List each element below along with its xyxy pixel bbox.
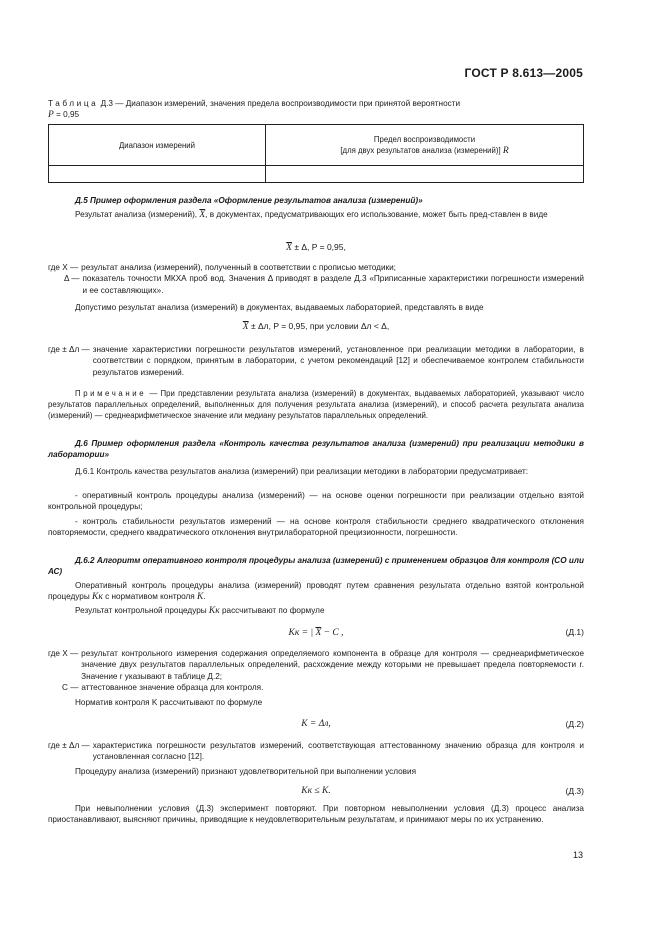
section-d6-p3: - контроль стабильности результатов измерений — на основе контроля стабильности среднего квадратического отклонения повторяемости, среднего квадратического отклонения внутрилабораторной прецизионности, погрешности. [48, 517, 584, 538]
section-d62-heading: Д.6.2 Алгоритм оперативного контроля процедуры анализа (измерений) с применением образцов для контроля (СО или АС) [48, 556, 584, 577]
where-label: где X — [48, 263, 79, 272]
formula2-rest: ± Δл, P = 0,95, при условии Δл < Δ, [248, 321, 390, 331]
para1-text-b: , в документах, предусматривающих его использование, может быть пред-ставлен в виде [205, 210, 548, 219]
para1-text-a: Результат анализа (измерений), [75, 210, 200, 219]
section-d6-heading: Д.6 Пример оформления раздела «Контроль качества результатов анализа (измерений) при реализации методики в лаборатории» [48, 439, 584, 460]
formula-d1-body [48, 626, 584, 639]
section-d62-p5 [48, 605, 584, 617]
p4-text-b: с нормативом контроля [102, 592, 198, 602]
table-header-r-symbol: R [502, 145, 509, 156]
where-label: где ± Δл — [48, 345, 90, 354]
p4-kk-symbol: Kк [92, 592, 103, 603]
table-d3 [48, 124, 584, 183]
table-caption-text: Д.3 — Диапазон измерений, значения предела воспроизводимости при принятой вероятности [98, 99, 461, 108]
formula2-x: $\overline{X}$ [242, 322, 249, 332]
where-label: где ± Δл — [48, 741, 90, 750]
where-label: где X — [48, 649, 79, 658]
note-text: — При представлении результата анализа (измерений) в документах, выдаваемых лабораторией, указывают число результатов параллельных определений, выполненных для получения результата анализа (измерений), и способ расчета результата анализа (измерений) — среднеарифметическое значение или медиану результатов параллельных определений. [48, 389, 584, 420]
table-caption-p-symbol: P [48, 110, 54, 121]
formula-d2 [48, 718, 584, 730]
table-caption-word: Таблица [48, 99, 99, 108]
section-d62-p8: При невыполнении условия (Д.3) эксперимент повторяют. При повторном невыполнении условия (Д.3) процесс анализа приостанавливают, выясняют причины, приводящие к неудовлетворительным результатам, и принимают меры по их устранению. [48, 804, 584, 825]
para1-x-symbol: $\overline{X}$ [199, 210, 206, 220]
where-row [48, 273, 584, 296]
section-d6-p2: - оперативный контроль процедуры анализа (измерений) — на основе оценки погрешности при реализации отдельно взятой контрольной процедуры; [48, 491, 584, 512]
formula-d1-number: (Д.1) [565, 627, 584, 637]
where-label: C — [62, 682, 79, 692]
p5-text-b: рассчитывают по формуле [219, 606, 325, 615]
where-row [48, 740, 584, 763]
formula-d1-a: Kк = | [288, 628, 316, 638]
where-label: Δ — [64, 274, 80, 284]
where-text: характеристика погрешности результатов измерений, соответствующая аттестованному значению образца для контроля и установленная согласно [12]. [92, 741, 584, 762]
table-header-range: Диапазон измерений [49, 125, 266, 166]
formula-result-lab [48, 320, 584, 333]
where-row [48, 648, 584, 682]
table-caption-p-value: = 0,95 [53, 110, 80, 120]
table-header-reproducibility [266, 125, 584, 166]
section-d62-p7: Процедуру анализа (измерений) признают удовлетворительной при выполнении условия [75, 767, 417, 776]
table-cell-empty [266, 166, 584, 183]
table-header-reproducibility-line1: Предел воспроизводимости [373, 134, 476, 144]
where-block-2 [48, 344, 584, 378]
formula-d1-x: $\overline{X}$ [315, 628, 322, 638]
where-text: результат анализа (измерений), полученный в соответствии с прописью методики; [81, 263, 396, 272]
where-row [48, 344, 584, 378]
document-header-id: ГОСТ Р 8.613—2005 [464, 66, 583, 80]
section-d5-heading: Д.5 Пример оформления раздела «Оформление результатов анализа (измерений)» [75, 196, 423, 205]
formula-result [48, 241, 584, 254]
where-text: результат контрольного измерения содержания определяемого компонента в образце для контроля — среднеарифметическое значение двух результатов параллельных определений, расхождение между которыми не превышает предела повторяемости r. Значение r указывают в таблице Д.2; [81, 649, 584, 681]
table-cell-empty [49, 166, 266, 183]
section-d62-p6: Норматив контроля K рассчитывают по формуле [75, 698, 263, 707]
formula-d3 [48, 785, 584, 797]
section-d5-para2: Допустимо результат анализа (измерений) в документах, выдаваемых лабораторией, представлять в виде [75, 303, 484, 312]
section-d5-note [48, 388, 584, 421]
where-block-3 [48, 648, 584, 693]
where-text: значение характеристики погрешности результатов измерений, установленное при реализации методики в лаборатории, в соответствии с порядком, принятым в лаборатории, с учетом рекомендаций [12] и обеспечиваемое контролем стабильности результатов измерений. [92, 345, 584, 377]
where-block-4 [48, 740, 584, 763]
formula-d3-number: (Д.3) [565, 786, 584, 796]
section-d5-para1 [48, 209, 584, 221]
p4-k-symbol: K [197, 592, 204, 603]
table-header-reproducibility-line2: [для двух результатов анализа (измерений)] [340, 145, 501, 155]
formula-d2-number: (Д.2) [565, 719, 584, 729]
formula-d3-body: Kк ≤ K. [301, 786, 331, 796]
section-d62-p4 [48, 580, 584, 604]
formula-d1 [48, 626, 584, 639]
note-word: Примечание [75, 389, 147, 398]
formula-d1-b: − C , [321, 628, 344, 638]
p5-kk-symbol: Kк [208, 606, 220, 616]
page-number: 13 [572, 850, 583, 860]
table-caption [48, 98, 584, 122]
formula-d2-body: K = Δл, [301, 719, 331, 729]
where-block-1 [48, 262, 584, 296]
p5-text-a: Результат контрольной процедуры [75, 606, 209, 615]
where-text: аттестованное значение образца для контроля. [81, 682, 264, 692]
section-d6-p1: Д.6.1 Контроль качества результатов анализа (измерений) при реализации методики в лаборатории предусматривает: [75, 467, 529, 476]
p4-text-a: Оперативный контроль процедуры анализа (измерений) проводят путем сравнения результата отдельно взятой контрольной процедуры [48, 581, 584, 602]
where-row [48, 682, 584, 693]
formula1-rest: ± Δ, P = 0,95, [291, 242, 346, 252]
formula1-x: $\overline{X}$ [286, 243, 292, 253]
where-row [48, 262, 584, 273]
p4-text-c: . [203, 592, 206, 602]
where-text: показатель точности МКХА проб вод. Значения Δ приводят в разделе Д.3 «Приписанные характеристики погрешности измерений и ее составляющих». [82, 274, 584, 295]
